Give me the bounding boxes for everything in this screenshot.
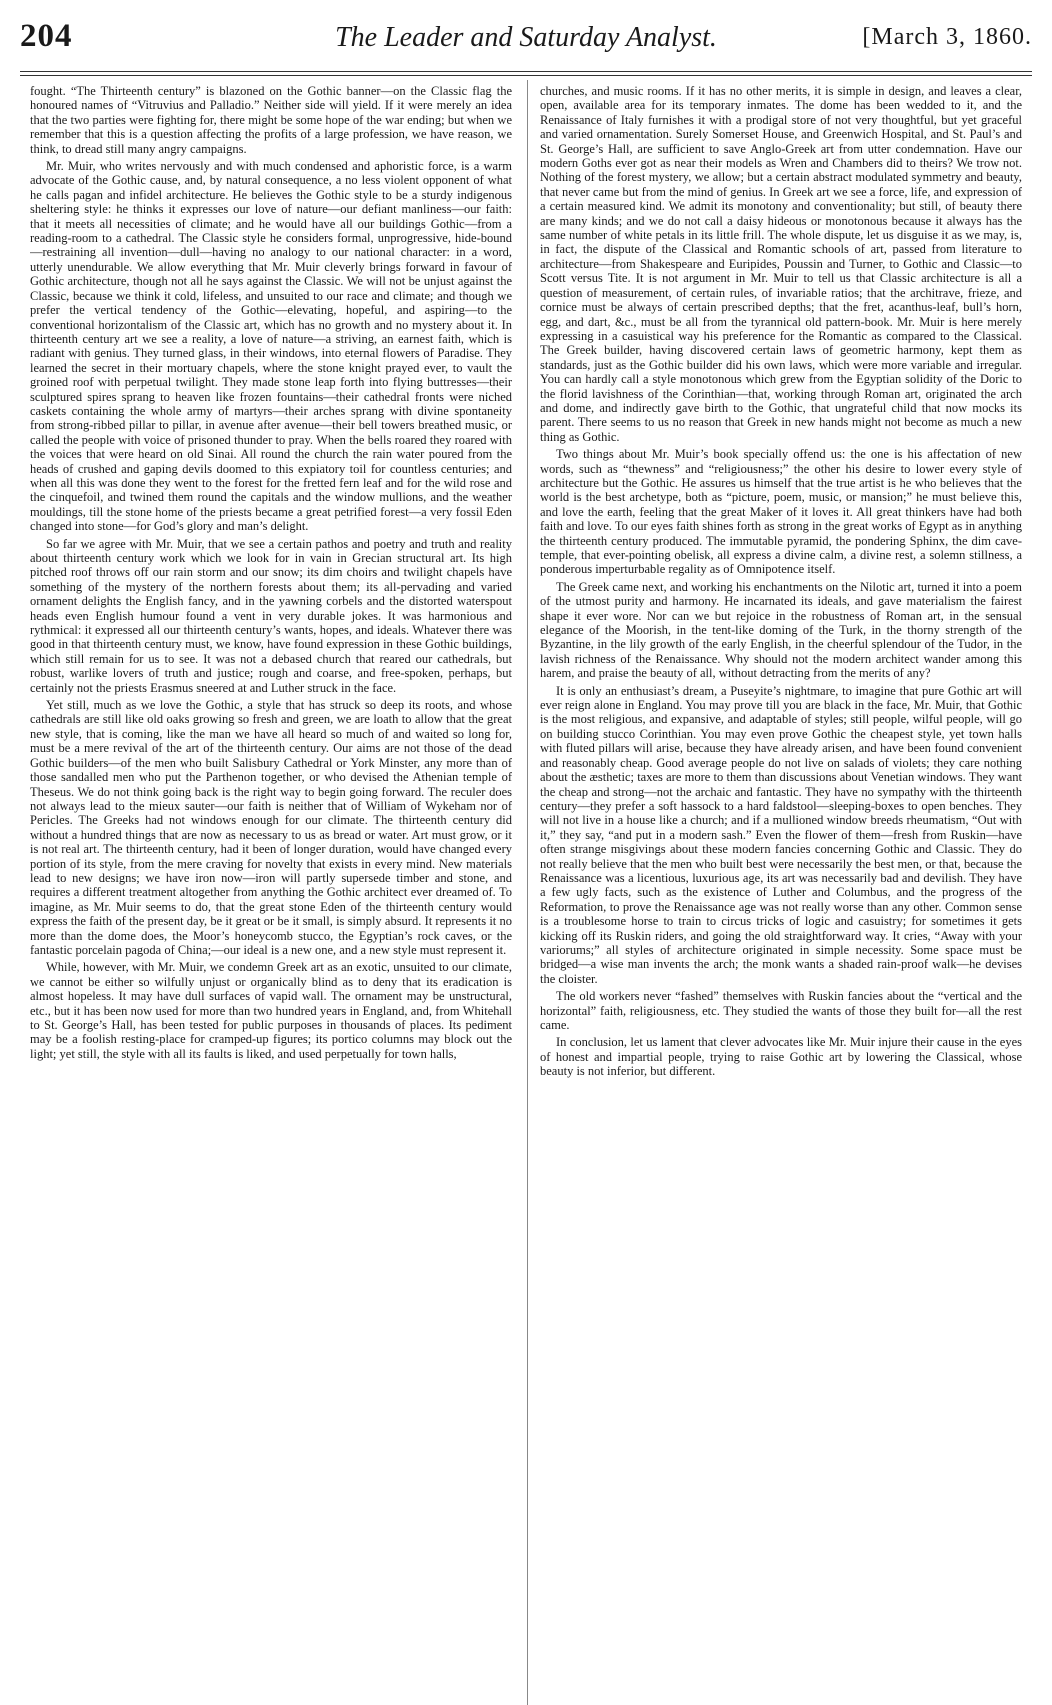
running-title: The Leader and Saturday Analyst. <box>335 22 717 53</box>
header-rule <box>20 71 1032 72</box>
issue-date: [March 3, 1860. <box>862 24 1032 50</box>
paragraph: churches, and music rooms. If it has no other merits, it is simple in design, and leaves a clear, open, available area for its temporary inmates. The dome has been wedded to it, and the Renaissance of Italy furnishes it with a prodigal store of not very thoughtful, but yet graceful and varied ornamentation. Surely Somerset House, and Greenwich Hospital, and St. Paul’s and St. George’s Hall, are sufficient to save Anglo-Greek art from utter condemnation. Have our modern Goths ever got as near their models as Wren and Chambers did to theirs? We trow not. Nothing of the forest mystery, we allow; but a certain abstract modulated symmetry and beauty, that never came but from the mind of genius. In Greek art we see a force, life, and expression of a certain measured kind. We admit its monotony and conventionality; but still, of beauty there are many kinds; and we do not call a daisy hideous or monotonous because it always has the same number of white petals in its little frill. The whole dispute, let us disguise it as we may, is, in fact, the dispute of the Classical and Romantic schools of art, passed from literature to architecture—from Shakespeare and Euripides, Poussin and Turner, to Gothic and Classic—to Scott versus Tite. It is not argument in Mr. Muir to tell us that Classic architecture is all a question of measurement, of certain rules, of invariable ratios; that the architrave, frieze, and cornice must be always of certain prescribed depths; that the fret, acanthus-leaf, bull’s horn, egg, and dart, &c., must be all from the tyrannical old pattern-book. Mr. Muir is here merely expressing in a casuistical way his preference for the Romantic as compared to the Classical. The Greek builder, having discovered certain laws of geometric harmony, kept them as standards, just as the Gothic builder did his own laws, which were more variable and irregular. You can hardly call a style monotonous which grew from the Egyptian solidity of the Doric to the florid lavishness of the Corinthian—that, working through Roman art, originated the arch and dome, and indirectly gave birth to the Gothic, that ungrateful child that now mocks its parent. There seems to us no reason that Greek in new hands might not become as much a new thing as Gothic. <box>540 84 1022 444</box>
column-divider <box>527 80 528 1705</box>
paragraph: Mr. Muir, who writes nervously and with much condensed and aphoristic force, is a warm advocate of the Gothic cause, and, by natural consequence, a no less violent opponent of what he calls pagan and infidel architecture. He believes the Gothic style to be a sturdy indigenous sheltering style: he thinks it expresses our love of nature—our defiant manliness—our faith: that it meets all necessities of climate; and he would have all our buildings Gothic—from a reading-room to a cathedral. The Classic style he considers formal, unprogressive, hide-bound—restraining all invention—dull—having no analogy to our national character: in a word, utterly unendurable. We allow everything that Mr. Muir cleverly brings forward in favour of Gothic architecture, though not all he says against the Classic. We will not be unjust against the Classic, because we think it cold, lifeless, and unsuited to our race and climate; and though we prefer the vertical tendency of the Gothic—elevating, hopeful, and aspiring—to the conventional horizontalism of the Classic art, which has no growth and no mystery about it. In thirteenth century art we see a reality, a love of nature—a striving, an earnest faith, which is radiant with genius. They turned glass, in their windows, into eternal flowers of Paradise. They learned the secret in their mortuary chapels, where the stone knight prayed ever, to vault the groined roof with perpetual twilight. They made stone leap forth into flying buttresses—their sculptured spires sprang to heaven like frozen fountains—their cathedral fronts were niched caskets containing the whole army of martyrs—their arches sprang with divine spontaneity from strong-ribbed pillar to pillar, in avenue after avenue—their bell towers breathed music, or called the people with voice of prisoned thunder to pray. When the bells roared they roared with the voices that were heard on old Sinai. All round the church the rain water poured from the heads of crushed and gaping devils doomed to this expiatory toil for countless centuries; and when all this was done they went to the forest for the fretted fern leaf and for the wild rose and the cinquefoil, and twined them round the capitals and the window mullions, and the weather mouldings, till the stone home of the priests became a great petrified forest—a very fossil Eden changed into stone—for God’s glory and man’s delight. <box>30 159 512 534</box>
paragraph: It is only an enthusiast’s dream, a Puseyite’s nightmare, to imagine that pure Gothic art will ever reign alone in England. You may prove till you are black in the face, Mr. Muir, that Gothic is the most religious, and expansive, and adaptable of styles; still people, wilful people, will go on building stucco Corinthian. You may even prove Gothic the cheapest style, yet town halls with fluted pillars will arise, because they have already arisen, and have been found convenient and reasonably cheap. Good average people do not live on salads of violets; they care nothing about the æsthetic; taxes are more to them than discussions about Venetian windows. They want the cheap and strong—not the archaic and fantastic. They have no sympathy with the thirteenth century—they prefer a soft hassock to a hard faldstool—sleeping-boxes to open benches. They will not live in a house like a church; and if a mullioned window breeds rheumatism, “Out with it,” they say, “and put in a modern sash.” Even the flower of them—fresh from Ruskin—have often strange misgivings about these modern fancies concerning Gothic and Classic. They do not really believe that the men who built best were necessarily the best men, or that, because the Renaissance was a licentious, luxurious age, its art was necessarily bad and devilish. They have a few ugly facts, such as the existence of Luther and Columbus, and the progress of the Reformation, to prove the Renaissance age was not really worse than any other. Common sense is a troublesome horse to train to circus tricks of logic and casuistry; for sometimes it gets kicking off its Ruskin riders, and going the old straightforward way. It cries, “Away with your variorums;” all styles of architecture originated in simple necessity. Some space must be bridged—a wise man invents the arch; the monk wants a shaded rain-proof walk—he devises the cloister. <box>540 683 1022 986</box>
header-rule <box>20 75 1032 76</box>
paragraph: Two things about Mr. Muir’s book specially offend us: the one is his affectation of new words, such as “thewness” and “religiousness;” the other his desire to lower every style of architecture but the Gothic. He assures us himself that the true artist is he who believes that the world is the best archetype, both as “picture, poem, music, or mansion;” he must believe this, and love the earth, feeling that the great Maker of it loves it. All great thinkers have had both faith and love. To our eyes faith shines forth as strong in the great works of Egypt as in anything the thirteenth century produced. The immutable pyramid, the pondering Sphinx, the dim cave-temple, that ever-pointing obelisk, all express a divine calm, a divine rest, a solemn stillness, a ponderous imperturbable regality as of Omnipotence itself. <box>540 447 1022 577</box>
page-number: 204 <box>20 18 73 54</box>
page-header <box>20 18 1032 68</box>
paragraph: While, however, with Mr. Muir, we condemn Greek art as an exotic, unsuited to our climate, we cannot be either so wilfully unjust or organically blind as to deny that its eradication is almost hopeless. It may have dull surfaces of vapid wall. The ornament may be unstructural, etc., but it has been now used for more than two hundred years in England, and, from Whitehall to St. George’s Hall, has been tested for public purposes in thousands of places. Its pediment may be a foolish resting-place for cramped-up figures; its portico columns may block out the light; yet still, the style with all its faults is liked, and used perpetually for town halls, <box>30 960 512 1061</box>
paragraph: Yet still, much as we love the Gothic, a style that has struck so deep its roots, and whose cathedrals are still like old oaks growing so fresh and green, we are loath to allow that the great new style, that is coming, like the man we have all heard so much of and waited so long for, must be a mere revival of the art of the thirteenth century. Our aims are not those of the dead Gothic builders—of the men who built Salisbury Cathedral or York Minster, any more than of those sandalled men who put the Parthenon together, or who devised the Athenian temple of Theseus. We do not think going back is the right way to begin going forward. The reculer does not always lead to the mieux sauter—our faith is neither that of William of Wykeham nor of Pericles. The Greeks had not windows enough for our climate. The thirteenth century did without a hundred things that are now as necessary to us as bread or water. Art must grow, or it is not real art. The thirteenth century, had it been of longer duration, would have changed every portion of its style, from the mere craving for novelty that exists in every mind. New materials lead to new designs; we have iron now—iron will partly supersede timber and stone, and requires a different treatment altogether from anything the Gothic architect ever dreamed of. To imagine, as Mr. Muir seems to do, that the great stone Eden of the thirteenth century would express the faith of the present day, be it great or be it small, is simply absurd. It represents it no more than the dome does, the Moor’s honeycomb stucco, the Egyptian’s rock caves, or the fantastic porcelain pagoda of China;—our ideal is a new one, and a new style must represent it. <box>30 698 512 957</box>
paragraph: fought. “The Thirteenth century” is blazoned on the Gothic banner—on the Classic flag the honoured names of “Vitruvius and Palladio.” Neither side will yield. If it were merely an idea that the two parties were fighting for, there might be some hope of the war ending; but when we remember that this is a question affecting the profits of a large profession, we have reason, we think, to dread still many angry campaigns. <box>30 84 512 156</box>
paragraph: The old workers never “fashed” themselves with Ruskin fancies about the “vertical and the horizontal” faith, religiousness, etc. They studied the wants of those they built for—all the rest came. <box>540 989 1022 1032</box>
left-column <box>30 84 512 1704</box>
right-column <box>540 84 1022 1704</box>
paragraph: In conclusion, let us lament that clever advocates like Mr. Muir injure their cause in the eyes of honest and impartial people, trying to raise Gothic art by lowering the Classical, whose beauty is not inferior, but different. <box>540 1035 1022 1079</box>
paragraph: So far we agree with Mr. Muir, that we see a certain pathos and poetry and truth and reality about thirteenth century work which we look for in vain in Grecian structural art. Its high pitched roof throws off our rain storm and our snow; its dim choirs and twilight chapels have something of the mystery of the northern forests about them; its all-pervading and varied ornament delights the English fancy, and in the yawning corbels and the distorted waterspout heads even English humour found a vent in very durable jokes. It was harmonious and rythmical: it expressed all our thirteenth century’s wants, hopes, and ideals. Whatever there was good in that thirteenth century must, we know, have found expression in these Gothic buildings, which still remain for us to see. It was not a debased church that reared our cathedrals, but robust, warlike lovers of truth and justice; rough and coarse, and free-spoken, perhaps, but certainly not the priests Erasmus sneered at and Luther struck in the face. <box>30 536 512 695</box>
paragraph: The Greek came next, and working his enchantments on the Nilotic art, turned it into a poem of the utmost purity and harmony. He incarnated its ideals, and gave materialism the fairest shape it ever wore. Nor can we but rejoice in the robustness of Roman art, in the sensual elegance of the Moorish, in the tent-like doming of the Turk, in the thorny strength of the Byzantine, in the lily growth of the early English, in the cheerful splendour of the Tudor, in the lavish richness of the Renaissance. Why should not the modern architect wander among this harem, and praise the beauty of all, without detracting from the merits of any? <box>540 579 1022 681</box>
